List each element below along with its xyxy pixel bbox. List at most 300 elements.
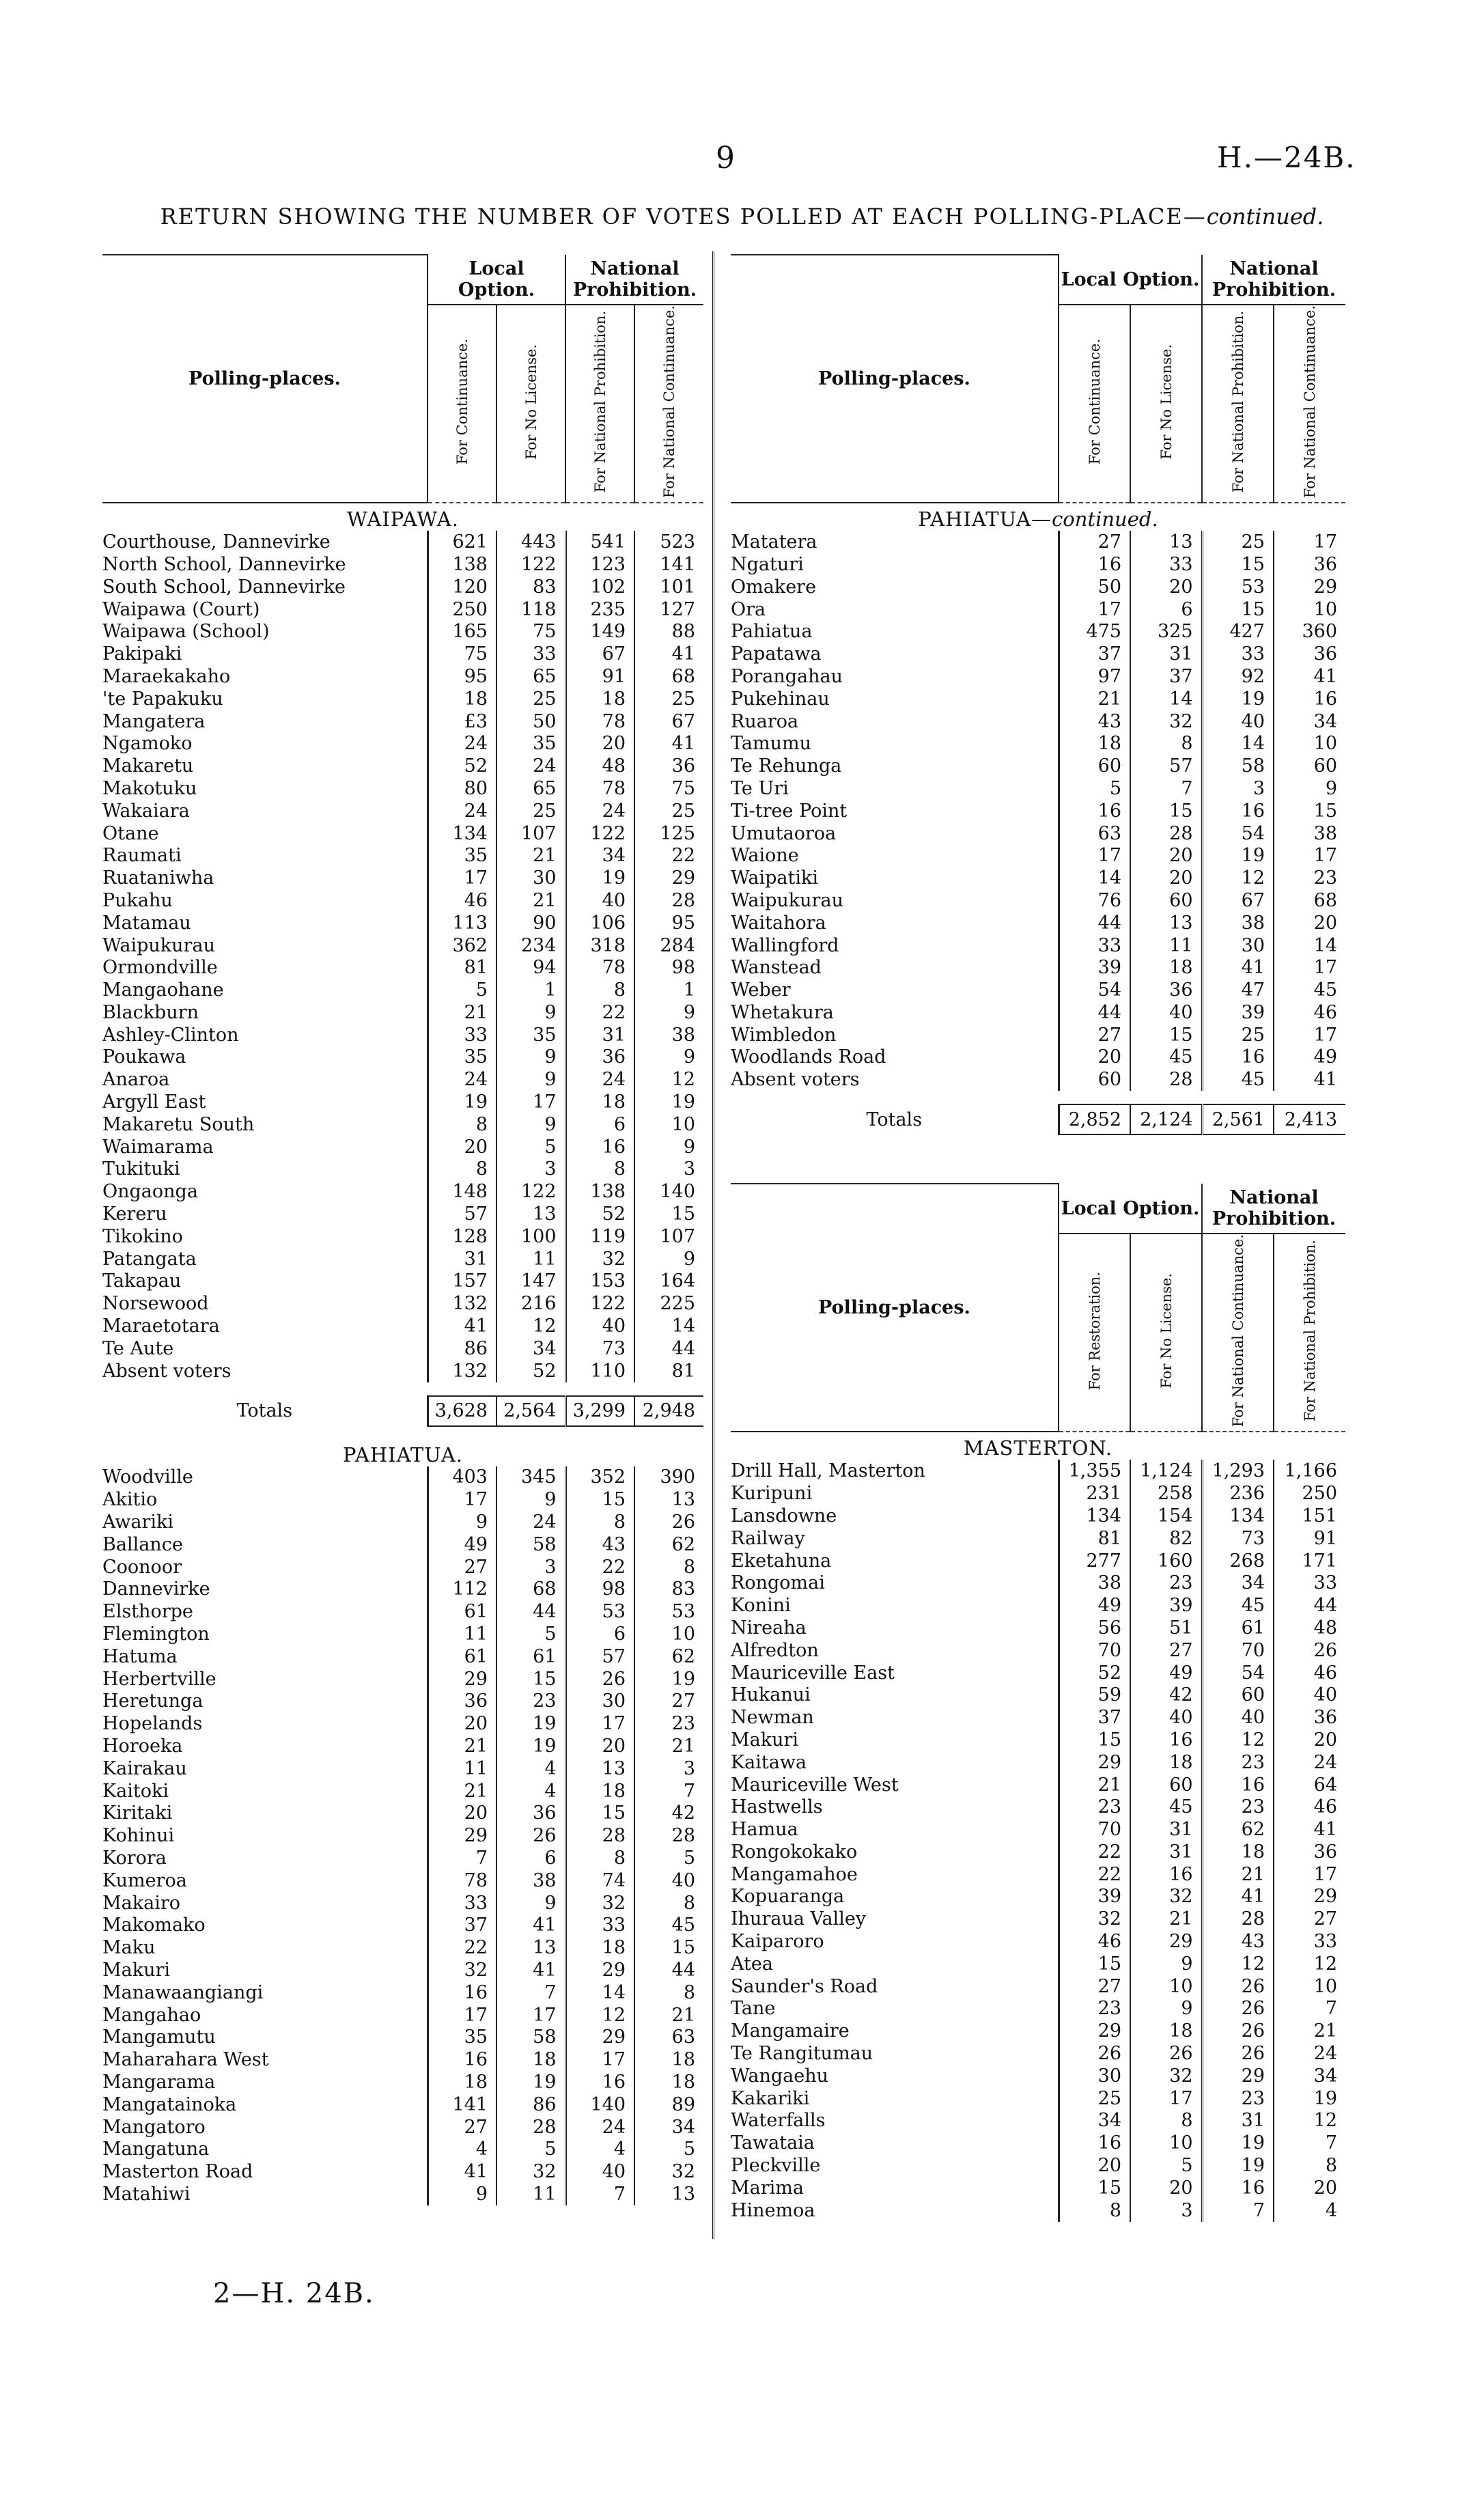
vote-count: 22 — [565, 1001, 634, 1024]
vote-count: 19 — [1202, 2154, 1274, 2177]
polling-place-name: Patangata — [102, 1248, 197, 1270]
vote-count: 352 — [565, 1466, 634, 1489]
polling-place-name: North School, Dannevirke — [102, 553, 346, 575]
table-row — [102, 1600, 703, 1623]
polling-place-name: Pukahu — [102, 889, 173, 911]
polling-place-name: Kohinui — [102, 1825, 175, 1847]
vote-count: 32 — [634, 2160, 703, 2183]
vote-count: 11 — [1130, 934, 1202, 957]
vote-count: 42 — [1130, 1684, 1202, 1706]
vote-count: 34 — [565, 844, 634, 867]
vote-count: 18 — [496, 2048, 565, 2071]
vote-count: 171 — [1274, 1550, 1345, 1572]
polling-place-name: Korora — [102, 1847, 167, 1869]
vote-count: 5 — [1059, 777, 1130, 800]
vote-count: 22 — [1059, 1841, 1130, 1863]
vote-count: 17 — [428, 1488, 496, 1511]
polling-place-name: Pahiatua — [731, 621, 813, 643]
vote-count: 235 — [565, 598, 634, 621]
vote-count: 147 — [496, 1270, 565, 1293]
vote-count: 541 — [565, 531, 634, 553]
vote-count: 9 — [496, 1046, 565, 1069]
vote-count: 20 — [1274, 1729, 1345, 1751]
polling-place-name: Blackburn — [102, 1001, 199, 1023]
table-row — [102, 1936, 703, 1959]
table-row — [731, 1841, 1345, 1863]
polling-place-name: Te Rehunga — [731, 755, 842, 777]
vote-count: 4 — [428, 2138, 496, 2160]
vote-count: 32 — [496, 2160, 565, 2183]
vote-count: 83 — [496, 576, 565, 598]
page-caption — [0, 204, 1484, 229]
vote-count: 40 — [565, 889, 634, 912]
table-row — [102, 777, 703, 800]
vote-count: 18 — [565, 1780, 634, 1802]
vote-count: 165 — [428, 620, 496, 643]
polling-place-name: Whetakura — [731, 1001, 834, 1023]
vote-count: 41 — [1274, 1818, 1345, 1841]
vote-count: 12 — [565, 2004, 634, 2027]
polling-place-name: Tawataia — [731, 2132, 815, 2154]
vote-count: 25 — [634, 800, 703, 822]
vote-count: 28 — [496, 2116, 565, 2139]
vote-count: 32 — [1059, 1908, 1130, 1930]
polling-place-name: Norsewood — [102, 1293, 209, 1315]
vote-count: 40 — [565, 2160, 634, 2183]
vote-count: 70 — [1059, 1818, 1130, 1841]
polling-place-name: Kopuaranga — [731, 1886, 845, 1908]
vote-count: 10 — [1274, 1975, 1345, 1998]
table-row — [102, 1225, 703, 1248]
table-row — [731, 1706, 1345, 1729]
vote-count: 32 — [1130, 1886, 1202, 1908]
vote-count: 54 — [1059, 979, 1130, 1001]
vote-count: 17 — [1274, 531, 1345, 553]
polling-place-name: Otane — [102, 822, 159, 844]
polling-place-name: Matahiwi — [102, 2183, 191, 2205]
vote-count: 5 — [496, 1136, 565, 1158]
vote-count: 9 — [496, 1488, 565, 1511]
vote-count: 26 — [1059, 2042, 1130, 2065]
vote-count: 21 — [1274, 2020, 1345, 2042]
vote-count: 107 — [496, 822, 565, 845]
vote-count: 78 — [428, 1869, 496, 1892]
polling-place-name: Tikokino — [102, 1225, 183, 1247]
vote-count: 250 — [428, 598, 496, 621]
vote-count: 13 — [565, 1757, 634, 1780]
vote-count: 360 — [1274, 620, 1345, 643]
vote-count: 7 — [1274, 2132, 1345, 2154]
vote-count: 10 — [1274, 732, 1345, 755]
polling-place-name: Waipawa (School) — [102, 621, 270, 643]
vote-count: 7 — [1130, 777, 1202, 800]
vote-count: 123 — [565, 553, 634, 576]
polling-place-name: Kumeroa — [102, 1869, 187, 1891]
table-row — [102, 2004, 703, 2027]
polling-place-name: South School, Dannevirke — [102, 576, 346, 598]
vote-count: 16 — [1202, 1046, 1274, 1069]
table-row — [102, 912, 703, 934]
vote-count: 17 — [1059, 844, 1130, 867]
table-row — [102, 1091, 703, 1113]
vote-count: 20 — [1274, 2177, 1345, 2199]
vote-count: 33 — [496, 643, 565, 665]
pahiatua-totals — [731, 1091, 1345, 1134]
vote-count: 18 — [634, 2048, 703, 2071]
vote-count: 98 — [565, 1578, 634, 1601]
masterton-title: MASTERTON. — [963, 1436, 1113, 1460]
vote-count: 17 — [565, 1712, 634, 1735]
polling-place-name: Wimbledon — [731, 1024, 837, 1046]
footer-signature: 2—H. 24B. — [213, 2278, 375, 2309]
vote-count: 1 — [496, 979, 565, 1001]
vote-count: 106 — [565, 912, 634, 934]
polling-place-name: Tane — [731, 1998, 776, 2020]
vote-count: 8 — [565, 1158, 634, 1181]
vote-count: 61 — [496, 1645, 565, 1668]
table-row — [731, 1639, 1345, 1662]
table-row — [102, 1556, 703, 1578]
total-value: 3,628 — [428, 1396, 496, 1426]
vote-count: 14 — [1130, 688, 1202, 710]
table-row — [102, 2183, 703, 2205]
table-row — [731, 912, 1345, 934]
vote-count: 32 — [428, 1959, 496, 1981]
vote-count: 234 — [496, 934, 565, 957]
table-row — [102, 553, 703, 576]
polling-place-name: Papatawa — [731, 643, 822, 665]
vote-count: 31 — [1130, 1818, 1202, 1841]
vote-count: 8 — [428, 1158, 496, 1181]
vote-count: 122 — [496, 1180, 565, 1203]
vote-count: 52 — [565, 1203, 634, 1225]
right-group-header — [731, 255, 1345, 305]
vote-count: 57 — [428, 1203, 496, 1225]
vote-count: 21 — [496, 844, 565, 867]
vote-count: 61 — [428, 1600, 496, 1623]
vote-count: 25 — [496, 800, 565, 822]
vote-count: 56 — [1059, 1617, 1130, 1639]
vote-count: 17 — [496, 1091, 565, 1113]
vote-count: 8 — [1274, 2154, 1345, 2177]
vote-count: 362 — [428, 934, 496, 957]
vote-count: 3 — [496, 1556, 565, 1578]
table-row — [102, 1068, 703, 1091]
vote-count: 9 — [496, 1001, 565, 1024]
total-value: 2,564 — [496, 1396, 565, 1426]
vote-count: 8 — [428, 1113, 496, 1136]
polling-place-name: Rongomai — [731, 1572, 825, 1594]
vote-count: 13 — [634, 2183, 703, 2205]
vote-count: 86 — [496, 2093, 565, 2116]
vote-count: 24 — [428, 732, 496, 755]
polling-place-name: Heretunga — [102, 1690, 204, 1712]
table-row — [731, 665, 1345, 688]
vote-count: 160 — [1130, 1550, 1202, 1572]
table-row — [102, 1001, 703, 1024]
vote-count: 29 — [1130, 1930, 1202, 1953]
table-row — [731, 800, 1345, 822]
vote-count: 231 — [1059, 1482, 1130, 1505]
vote-count: 13 — [496, 1936, 565, 1959]
vote-count: 61 — [428, 1645, 496, 1668]
polling-place-name: Maraetotara — [102, 1315, 220, 1337]
vote-count: 64 — [1274, 1774, 1345, 1796]
vote-count: 12 — [634, 1068, 703, 1091]
polling-place-name: Lansdowne — [731, 1505, 837, 1527]
table-row — [731, 1684, 1345, 1706]
table-row — [102, 531, 703, 553]
polling-place-name: Waterfalls — [731, 2110, 826, 2132]
vote-count: 61 — [1202, 1617, 1274, 1639]
polling-place-name: Mangamahoe — [731, 1863, 858, 1885]
vote-count: 16 — [565, 2071, 634, 2093]
vote-count: 17 — [565, 2048, 634, 2071]
table-row — [731, 2020, 1345, 2042]
polling-place-name: Makotuku — [102, 777, 197, 799]
vote-count: 59 — [1059, 1684, 1130, 1706]
vote-count: 149 — [565, 620, 634, 643]
polling-place-name: Tukituki — [102, 1158, 180, 1180]
vote-count: 36 — [1130, 979, 1202, 1001]
col-restoration-header: For Restoration. — [1059, 1234, 1130, 1432]
vote-count: 16 — [428, 2048, 496, 2071]
vote-count: 83 — [634, 1578, 703, 1601]
vote-count: 16 — [1202, 1774, 1274, 1796]
table-row — [102, 1914, 703, 1936]
pahiatua-section — [102, 1426, 703, 2205]
masterton-section — [731, 1432, 1345, 2221]
vote-count: 15 — [1130, 1024, 1202, 1046]
vote-count: 33 — [428, 1024, 496, 1046]
vote-count: 52 — [496, 1360, 565, 1382]
table-row — [731, 1729, 1345, 1751]
vote-count: 41 — [634, 732, 703, 755]
vote-count: 16 — [1059, 2132, 1130, 2154]
waipawa-totals — [102, 1382, 703, 1426]
vote-count: 9 — [634, 1136, 703, 1158]
vote-count: 37 — [1059, 1706, 1130, 1729]
table-row — [731, 1751, 1345, 1774]
table-row — [102, 1668, 703, 1690]
table-row — [102, 710, 703, 733]
table-row — [102, 1203, 703, 1225]
vote-count: 45 — [1130, 1796, 1202, 1818]
vote-count: 86 — [428, 1337, 496, 1360]
polling-place-name: Matamau — [102, 912, 191, 934]
vote-count: 33 — [1130, 553, 1202, 576]
table-row — [102, 1024, 703, 1046]
vote-count: 24 — [428, 1068, 496, 1091]
polling-place-name: Ngamoko — [102, 733, 193, 755]
polling-place-name: Weber — [731, 979, 791, 1001]
polling-place-name: Ashley-Clinton — [102, 1024, 239, 1046]
right-table-bottom — [731, 1183, 1345, 2221]
polling-place-name: Kairakau — [102, 1757, 187, 1779]
table-row — [102, 844, 703, 867]
table-row — [731, 531, 1345, 553]
vote-count: 27 — [1130, 1639, 1202, 1662]
polling-place-name: Kuripuni — [731, 1483, 813, 1505]
vote-count: 277 — [1059, 1550, 1130, 1572]
vote-count: 48 — [565, 755, 634, 777]
vote-count: 19 — [634, 1091, 703, 1113]
table-row — [731, 1550, 1345, 1572]
vote-count: 132 — [428, 1360, 496, 1382]
vote-count: 127 — [634, 598, 703, 621]
col-nat-prohibition-header: For National Prohibition. — [565, 305, 634, 503]
table-row — [731, 2087, 1345, 2110]
vote-count: 50 — [1059, 576, 1130, 598]
total-value: 3,299 — [565, 1396, 634, 1426]
vote-count: 36 — [428, 1690, 496, 1713]
vote-count: 81 — [1059, 1527, 1130, 1550]
vote-count: 46 — [1274, 1662, 1345, 1684]
vote-count: 10 — [1130, 1975, 1202, 1998]
vote-count: 25 — [1059, 2087, 1130, 2110]
left-group-header — [102, 255, 703, 305]
totals-label: Totals — [236, 1400, 293, 1422]
vote-count: 88 — [634, 620, 703, 643]
vote-count: 18 — [1059, 732, 1130, 755]
vote-count: 35 — [428, 844, 496, 867]
section-title-row — [102, 503, 703, 531]
vote-count: 33 — [565, 1914, 634, 1936]
vote-count: 46 — [1274, 1796, 1345, 1818]
table-row — [731, 889, 1345, 912]
table-row — [102, 665, 703, 688]
vote-count: 12 — [1274, 2110, 1345, 2132]
vote-count: 38 — [1274, 822, 1345, 845]
vote-count: 31 — [1130, 643, 1202, 665]
polling-place-name: Waipukurau — [731, 889, 843, 911]
vote-count: 7 — [634, 1780, 703, 1802]
polling-place-name: Makaretu South — [102, 1113, 255, 1135]
vote-count: 164 — [634, 1270, 703, 1293]
polling-place-name: Elsthorpe — [102, 1601, 193, 1623]
national-prohibition-header: National Prohibition. — [1202, 1184, 1345, 1234]
vote-count: 63 — [634, 2026, 703, 2048]
vote-count: 57 — [1130, 755, 1202, 777]
vote-count: 46 — [428, 889, 496, 912]
vote-count: 26 — [1274, 1639, 1345, 1662]
table-row — [102, 867, 703, 889]
vote-count: 15 — [1059, 1729, 1130, 1751]
table-row — [731, 1818, 1345, 1841]
vote-count: 53 — [1202, 576, 1274, 598]
table-row — [731, 934, 1345, 957]
table-row — [731, 2042, 1345, 2065]
vote-count: 15 — [1059, 2177, 1130, 2199]
vote-count: 54 — [1202, 822, 1274, 845]
vote-count: 19 — [1202, 844, 1274, 867]
vote-count: 17 — [1274, 956, 1345, 979]
vote-count: 54 — [1202, 1662, 1274, 1684]
vote-count: 63 — [1059, 822, 1130, 845]
vote-count: 23 — [1202, 1751, 1274, 1774]
table-row — [102, 1802, 703, 1825]
vote-count: 110 — [565, 1360, 634, 1382]
pahiatua-continued-title: PAHIATUA—continued. — [918, 507, 1158, 531]
vote-count: 30 — [1202, 934, 1274, 957]
polling-place-name: Mauriceville East — [731, 1662, 895, 1684]
vote-count: 125 — [634, 822, 703, 845]
local-option-header: Local Option. — [428, 255, 565, 305]
vote-count: 19 — [1202, 688, 1274, 710]
vote-count: 100 — [496, 1225, 565, 1248]
vote-count: 39 — [1059, 1886, 1130, 1908]
vote-count: 18 — [428, 2071, 496, 2093]
vote-count: 29 — [428, 1668, 496, 1690]
vote-count: 44 — [634, 1959, 703, 1981]
vote-count: 11 — [496, 2183, 565, 2205]
vote-count: 26 — [1202, 2042, 1274, 2065]
vote-count: 41 — [1202, 1886, 1274, 1908]
vote-count: 91 — [1274, 1527, 1345, 1550]
polling-place-name: Matatera — [731, 531, 817, 553]
polling-place-name: Hatuma — [102, 1645, 178, 1667]
vote-count: 5 — [1130, 2154, 1202, 2177]
table-row — [102, 1488, 703, 1511]
table-row — [102, 1337, 703, 1360]
vote-count: 345 — [496, 1466, 565, 1489]
vote-count: £3 — [428, 710, 496, 733]
table-row — [102, 1113, 703, 1136]
polling-place-name: Ruataniwha — [102, 867, 214, 889]
totals-label: Totals — [866, 1109, 923, 1130]
vote-count: 38 — [1202, 912, 1274, 934]
vote-count: 13 — [1130, 912, 1202, 934]
polling-place-name: Flemington — [102, 1624, 210, 1645]
vote-count: 138 — [565, 1180, 634, 1203]
vote-count: 45 — [1202, 1594, 1274, 1617]
vote-count: 10 — [1130, 2132, 1202, 2154]
polling-place-name: Hinemoa — [731, 2199, 815, 2221]
vote-count: 3 — [1202, 777, 1274, 800]
vote-count: 12 — [1202, 867, 1274, 889]
table-row — [731, 1460, 1345, 1482]
table-row — [731, 1068, 1345, 1091]
vote-count: 62 — [634, 1645, 703, 1668]
polling-places-header: Polling-places. — [731, 1184, 1059, 1432]
table-row — [102, 979, 703, 1001]
table-row — [102, 1780, 703, 1802]
vote-count: 48 — [1274, 1617, 1345, 1639]
vote-count: 20 — [1130, 576, 1202, 598]
vote-count: 9 — [496, 1068, 565, 1091]
vote-count: 22 — [1059, 1863, 1130, 1886]
table-row — [102, 1847, 703, 1869]
table-row — [102, 2071, 703, 2093]
vote-count: 40 — [1130, 1706, 1202, 1729]
vote-count: 24 — [565, 2116, 634, 2139]
vote-count: 10 — [634, 1623, 703, 1645]
vote-count: 58 — [496, 2026, 565, 2048]
table-row — [102, 1757, 703, 1780]
vote-count: 32 — [565, 1248, 634, 1270]
right-column — [731, 254, 1345, 2222]
vote-count: 21 — [428, 1001, 496, 1024]
polling-place-name: Woodville — [102, 1466, 193, 1488]
vote-count: 27 — [1274, 1908, 1345, 1930]
vote-count: 39 — [1202, 1001, 1274, 1024]
vote-count: 523 — [634, 531, 703, 553]
vote-count: 29 — [1274, 1886, 1345, 1908]
vote-count: 36 — [565, 1046, 634, 1069]
vote-count: 25 — [1202, 1024, 1274, 1046]
vote-count: 80 — [428, 777, 496, 800]
vote-count: 29 — [1059, 2020, 1130, 2042]
